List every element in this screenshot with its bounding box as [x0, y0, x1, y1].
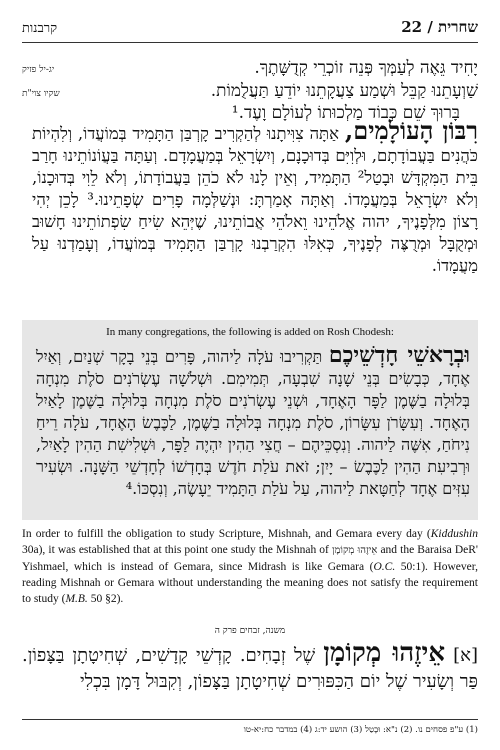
verse-line: יָחִיד גֵּאֶה לְעַמְּךָ פְּנֵה זוֹכְרֵי קְדֻשָּׁתֶךָ. [254, 58, 478, 78]
english-text: 50 §2). [87, 593, 124, 605]
ribon-body: אַתָּה צִוִּיתָנוּ לְהַקְרִיב קָרְבַּן הַתָּמִיד בְּמוֹעֲדוֹ, וְלִהְיוֹת כֹּהֲנִים בַּעֲבוֹדָתָם, וּלְוִיִּם בְּדוּכָנָם, וְיִשְׂרָאֵל בְּמַעֲמָדָם. וְעַתָּה בַּעֲוֹנוֹתֵינוּ חָרַב בֵּית הַמִּקְדָּשׁ וּבָטַל² הַתָּמִיד, וְאֵין לָנוּ לֹא כֹהֵן בַּעֲבוֹדָתוֹ, וְלֹא לֵוִי בְּדוּכָנוֹ, וְלֹא יִשְׂרָאֵל בְּמַעֲמָדוֹ. וְאַתָּה אָמַרְתָּ: וּנְשַׁלְּמָה פָרִים שְׂפָתֵינוּ.³ לָכֵן יְהִי רָצוֹן מִלְּפָנֶיךָ, יהוה אֱלֹהֵינוּ וֵאלֹהֵי אֲבוֹתֵינוּ, שֶׁיְּהֵא שִׂיחַ שִׂפְתוֹתֵינוּ חָשׁוּב וּמְקֻבָּל וּמְרֻצֶּה לְפָנֶיךָ, כְּאִלּוּ הִקְרַבְנוּ קָרְבַּן הַתָּמִיד בְּמוֹעֲדוֹ, וְעָמַדְנוּ עַל מַעֲמָדוֹ. [32, 124, 478, 275]
page-header [22, 18, 478, 40]
rosh-chodesh-instruction: In many congregations, the following is added on Rosh Chodesh: [106, 326, 394, 338]
mishnah-title: אֵיזֶהוּ מְקוֹמָן [323, 638, 446, 668]
english-instruction [22, 526, 478, 607]
mishnah-marker: [א] [453, 645, 478, 666]
mishnah-paragraph [22, 640, 478, 695]
english-text: 50:1). However, reading Mishnah or Gemara without understanding the meaning does not satisfy the requirement to study ( [22, 561, 478, 605]
verse-line: שַׁוְעָתֵנוּ קַבֵּל וּשְׁמַע צַעֲקָתֵנוּ יוֹדֵעַ תַּעֲלֻמוֹת. [210, 81, 478, 101]
rosh-chodesh-body: תַּקְרִיבוּ עֹלָה לַיהוה, פָּרִים בְּנֵי בָקָר שְׁנַיִם, וְאַיִל אֶחָד, כְּבָשִׂים בְּנֵי שָׁנָה שִׁבְעָה, תְּמִימִם. וּשְׁלֹשָׁה עֶשְׂרֹנִים סֹלֶת מִנְחָה בְּלוּלָה בַשֶּׁמֶן לַפָּר הָאֶחָד, וּשְׁנֵי עֶשְׂרֹנִים סֹלֶת מִנְחָה בְּלוּלָה בַשֶּׁמֶן לָאַיִל הָאֶחָד. וְעִשָּׂרֹן עִשָּׂרוֹן, סֹלֶת מִנְחָה בְּלוּלָה בַשֶּׁמֶן, לַכֶּבֶשׂ הָאֶחָד, עֹלָה רֵיחַ נִיחֹחַ, אִשֶּׁה לַיהוה. וְנִסְכֵּיהֶם – חֲצִי הַהִין יִהְיֶה לַפָּר, וּשְׁלִישִׁת הַהִין לָאַיִל, וּרְבִיעִת הַהִין לַכֶּבֶשׂ – יָיִן; זֹאת עֹלַת חֹדֶשׁ בְּחָדְשׁוֹ לְחָדְשֵׁי הַשָּׁנָה. וּשְׂעִיר עִזִּים אֶחָד לְחַטָּאת לַיהוה, עַל עֹלַת הַתָּמִיד יֵעָשֶׂה, וְנִסְכּוֹ.⁴ [36, 347, 471, 498]
verse-reference: יג-יל פזיק [22, 65, 55, 75]
mishnah-source: משנה, זבחים פרק ה [214, 626, 286, 636]
english-citation: M.B. [65, 593, 88, 605]
ribon-paragraph [32, 116, 479, 277]
rosh-chodesh-box [22, 320, 478, 520]
mishnah-body: שֶׁל זְבָחִים. קָדְשֵׁי קָדָשִׁים, שְׁחִיטָתָן בַּצָּפוֹן. פַּר וְשָׂעִיר שֶׁל יוֹם הַכִּפּוּרִים שְׁחִיטָתָן בַּצָּפוֹן, וְקִבּוּל דָּמָן בִּכְלִי [22, 645, 478, 692]
section-title: קרבנות [22, 21, 58, 36]
footnotes: (1) ע"פ פסחים נו. (2) נ"א: וּבָטַל (3) הושע יד:ג (4) במדבר כח:יא-טו [243, 725, 478, 735]
footnote-divider [22, 719, 478, 720]
english-text: and the Baraisa DeR' Yishmael, which is instead of Gemara, since Midrash is like Gemara ( [22, 544, 478, 573]
page-title: 22 / שחרית [401, 18, 478, 36]
english-text: 30a), it was established that at this point one study the Mishnah of [22, 544, 332, 556]
rosh-chodesh-text [36, 344, 470, 500]
english-citation: O.C. [373, 561, 396, 573]
verse-reference: שקיו צוי"ת [22, 89, 60, 99]
ribon-title: רִבּוֹן הָעוֹלָמִים, [344, 116, 479, 145]
english-text: In order to fulfill the obligation to study Scripture, Mishnah, and Gemara every day ( [22, 528, 431, 540]
header-divider [22, 42, 478, 43]
english-citation: Kiddushin [430, 528, 478, 540]
hebrew-reference: אֵיזֶהוּ מְקוֹמָן [331, 545, 378, 556]
verse-line: בָּרוּךְ שֵׁם כְּבוֹד מַלְכוּתוֹ לְעוֹלָם וָעֶד.¹ [231, 103, 460, 123]
rosh-chodesh-title: וּבְרָאשֵׁי חָדְשֵׁיכֶם [328, 342, 470, 368]
